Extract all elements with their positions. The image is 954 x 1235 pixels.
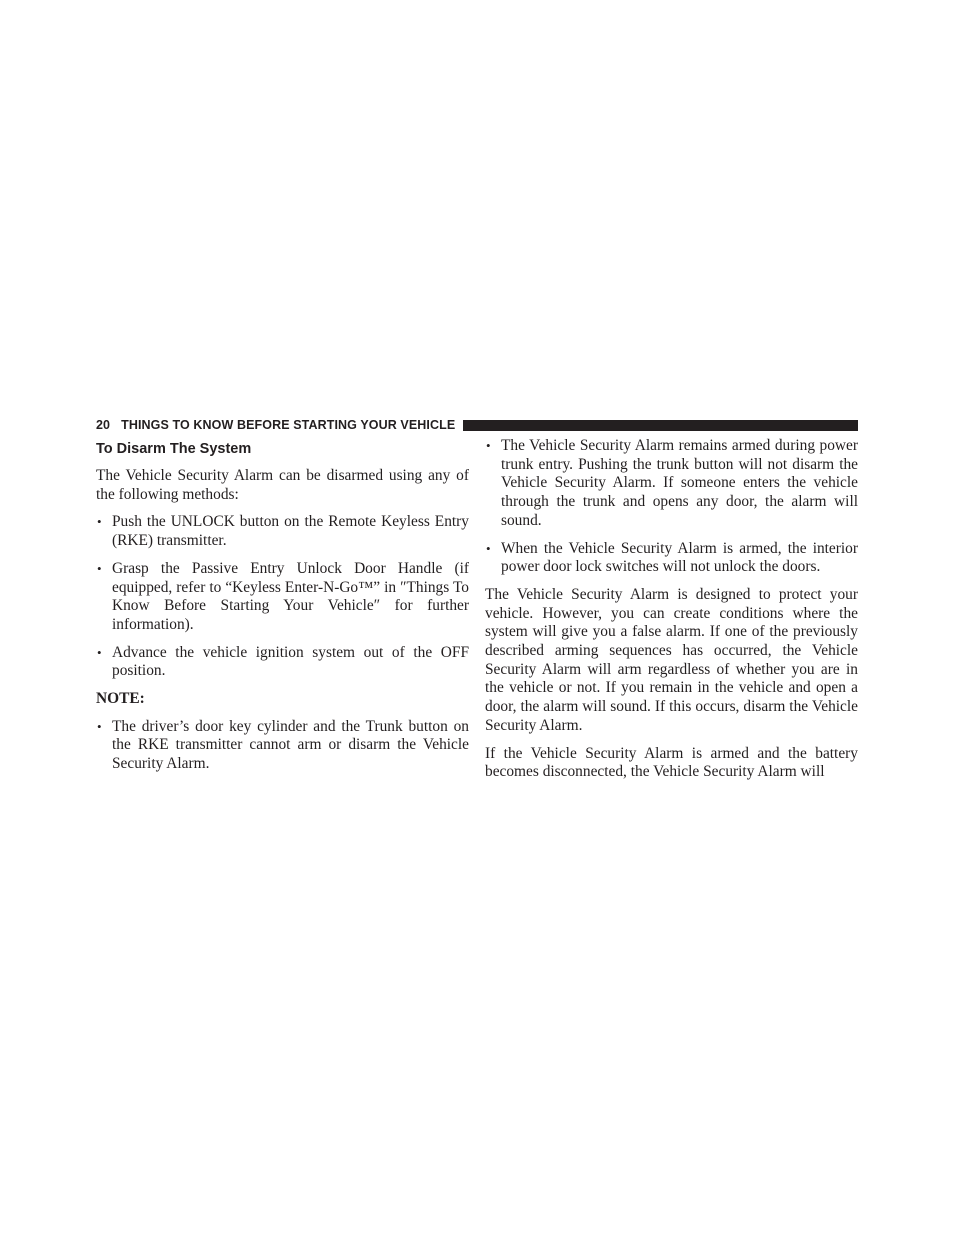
bullet-icon: • <box>97 718 102 734</box>
note-list-continued <box>485 437 858 577</box>
list-item-text: The Vehicle Security Alarm remains armed during power trunk entry. Pushing the trunk button will not disarm the Vehicle Security Alarm. If someone enters the vehicle through the trunk and opens any door, the alarm will sound. <box>501 437 858 529</box>
list-item-text: When the Vehicle Security Alarm is armed, the interior power door lock switches will not unlock the doors. <box>501 539 858 576</box>
header-rule <box>463 420 858 431</box>
heading-to-disarm: To Disarm The System <box>96 441 252 457</box>
right-column <box>485 437 858 791</box>
intro-paragraph: The Vehicle Security Alarm can be disarmed using any of the following methods: <box>96 467 469 503</box>
disarm-methods-list <box>96 513 469 681</box>
bullet-icon: • <box>97 514 102 530</box>
list-item <box>96 718 469 774</box>
bullet-icon: • <box>486 540 491 556</box>
list-item-text: Push the UNLOCK button on the Remote Keyless Entry (RKE) transmitter. <box>112 513 469 550</box>
bullet-icon: • <box>97 644 102 660</box>
list-item-text: The driver’s door key cylinder and the Trunk button on the RKE transmitter cannot arm or disarm the Vehicle Security Alarm. <box>112 717 469 773</box>
list-item <box>485 540 858 577</box>
note-list <box>96 718 469 774</box>
list-item <box>96 644 469 681</box>
list-item <box>96 513 469 550</box>
list-item <box>485 437 858 531</box>
note-label: NOTE: <box>96 690 145 708</box>
list-item <box>96 560 469 635</box>
false-alarm-paragraph: The Vehicle Security Alarm is designed to protect your vehicle. However, you can create conditions where the system will give you a false alarm. If one of the previously described arming sequences has occurred, the Vehicle Security Alarm will arm regardless of whether you are in the vehicle or not. If you remain in the vehicle and open a door, the alarm will sound. If this occurs, disarm the Vehicle Security Alarm. <box>485 585 858 734</box>
list-item-text: Grasp the Passive Entry Unlock Door Handle (if equipped, refer to “Keyless Enter-N-Go™” in ″Things To Know Before Starting Your Vehicle″ for further information). <box>112 559 469 633</box>
bullet-icon: • <box>486 438 491 453</box>
bullet-icon: • <box>97 560 102 576</box>
section-title: THINGS TO KNOW BEFORE STARTING YOUR VEHICLE <box>121 418 456 432</box>
left-column <box>96 437 469 783</box>
page-number: 20 <box>96 418 111 432</box>
page-header <box>96 417 858 433</box>
list-item-text: Advance the vehicle ignition system out of the OFF position. <box>112 643 469 680</box>
battery-paragraph: If the Vehicle Security Alarm is armed and the battery becomes disconnected, the Vehicle Security Alarm will <box>485 744 858 781</box>
